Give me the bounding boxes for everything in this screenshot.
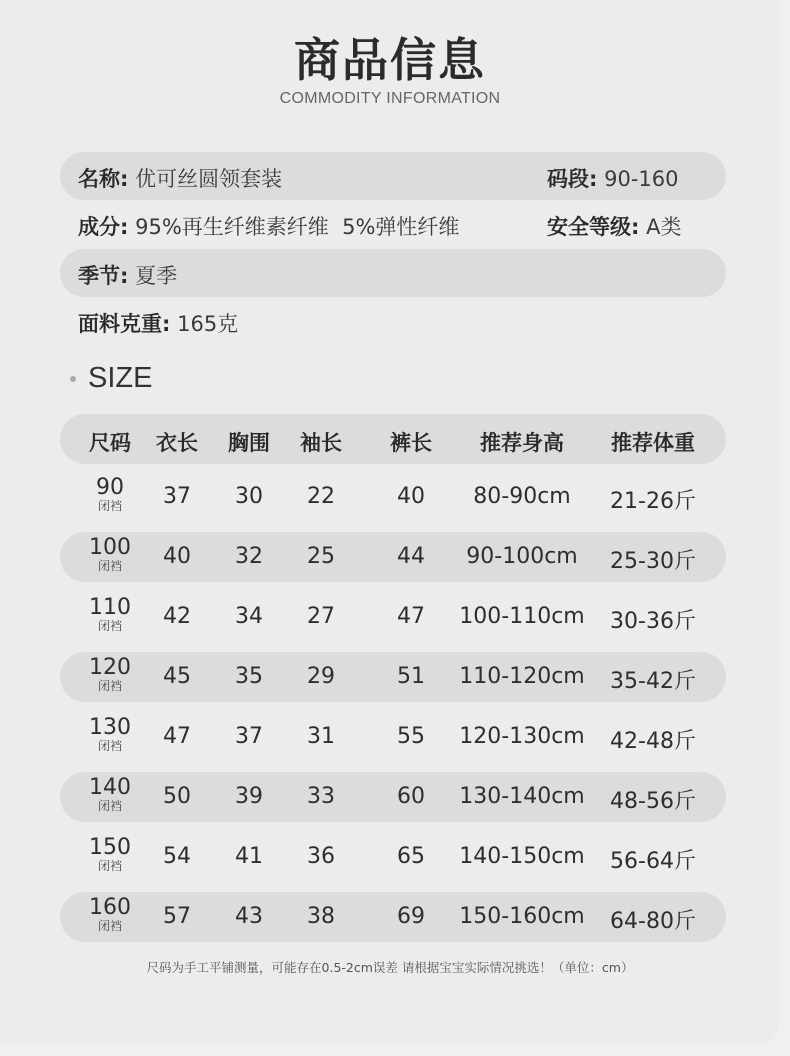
cell-pants-length: 51 [397, 664, 425, 689]
size-value: 90 [96, 475, 124, 500]
cell-length: 37 [163, 484, 191, 509]
header-sleeve: 袖长 [300, 431, 342, 455]
size-cell [89, 776, 131, 812]
cell-sleeve: 33 [307, 784, 335, 809]
cell-chest: 43 [235, 904, 263, 929]
cell-length: 54 [163, 844, 191, 869]
size-note: 闭裆 [97, 799, 122, 813]
size-cell [89, 836, 131, 872]
cell-sleeve: 38 [307, 904, 335, 929]
header-size: 尺码 [89, 431, 131, 455]
table-row [60, 532, 726, 582]
cell-weight: 48-56斤 [610, 789, 696, 814]
cell-pants-length: 55 [397, 724, 425, 749]
cell-height: 80-90cm [473, 484, 571, 509]
cell-height: 110-120cm [459, 664, 585, 689]
cell-sleeve: 25 [307, 544, 335, 569]
size-heading-text: SIZE [88, 362, 153, 394]
cell-pants-length: 69 [397, 904, 425, 929]
cell-pants-length: 40 [397, 484, 425, 509]
size-note: 闭裆 [97, 499, 122, 513]
header-height: 推荐身高 [480, 431, 564, 455]
range-label: 码段: [547, 167, 598, 191]
cell-weight: 35-42斤 [610, 669, 696, 694]
cell-sleeve: 31 [307, 724, 335, 749]
header-pants-length: 裤长 [390, 431, 432, 455]
weight-value: 165克 [177, 312, 239, 336]
size-value: 150 [89, 835, 131, 860]
safety-label: 安全等级: [547, 215, 640, 239]
size-value: 110 [89, 595, 131, 620]
size-value: 130 [89, 715, 131, 740]
cell-chest: 37 [235, 724, 263, 749]
info-row-composition [60, 200, 726, 248]
name-value: 优可丝圆领套装 [135, 167, 283, 191]
size-note: 闭裆 [97, 859, 122, 873]
cell-pants-length: 60 [397, 784, 425, 809]
size-note: 闭裆 [97, 739, 122, 753]
cell-chest: 34 [235, 604, 263, 629]
cell-chest: 39 [235, 784, 263, 809]
info-row-season [60, 249, 726, 297]
size-heading [70, 362, 152, 395]
cell-weight: 56-64斤 [610, 849, 696, 874]
cell-length: 57 [163, 904, 191, 929]
table-row [60, 832, 726, 882]
size-cell [96, 476, 124, 512]
cell-pants-length: 44 [397, 544, 425, 569]
header-length: 衣长 [156, 431, 198, 455]
cell-height: 130-140cm [459, 784, 585, 809]
cell-weight: 64-80斤 [610, 909, 696, 934]
cell-chest: 35 [235, 664, 263, 689]
cell-weight: 25-30斤 [610, 549, 696, 574]
table-row [60, 892, 726, 942]
cell-weight: 21-26斤 [610, 489, 696, 514]
cell-chest: 30 [235, 484, 263, 509]
cell-length: 50 [163, 784, 191, 809]
measurement-footnote: 尺码为手工平铺测量，可能存在0.5-2cm误差 请根据宝宝实际情况挑选！（单位：cm） [146, 960, 634, 975]
cell-length: 45 [163, 664, 191, 689]
cell-sleeve: 36 [307, 844, 335, 869]
cell-length: 42 [163, 604, 191, 629]
cell-pants-length: 47 [397, 604, 425, 629]
info-row-weight [60, 297, 726, 345]
cell-chest: 32 [235, 544, 263, 569]
header-chest: 胸围 [228, 431, 270, 455]
page-subtitle: COMMODITY INFORMATION [279, 90, 501, 107]
cell-weight: 42-48斤 [610, 729, 696, 754]
size-value: 140 [89, 775, 131, 800]
info-row-name [60, 152, 726, 200]
table-row [60, 472, 726, 522]
weight-label: 面料克重: [78, 312, 171, 336]
size-cell [89, 896, 131, 932]
table-row [60, 712, 726, 762]
cell-length: 47 [163, 724, 191, 749]
size-value: 120 [89, 655, 131, 680]
cell-height: 100-110cm [459, 604, 585, 629]
cell-sleeve: 22 [307, 484, 335, 509]
table-row [60, 772, 726, 822]
size-cell [89, 536, 131, 572]
cell-chest: 41 [235, 844, 263, 869]
cell-height: 140-150cm [459, 844, 585, 869]
size-value: 100 [89, 535, 131, 560]
size-note: 闭裆 [97, 559, 122, 573]
composition-label: 成分: [78, 215, 129, 239]
cell-sleeve: 29 [307, 664, 335, 689]
table-row [60, 592, 726, 642]
size-table-header [60, 414, 726, 464]
size-cell [89, 716, 131, 752]
cell-height: 150-160cm [459, 904, 585, 929]
size-value: 160 [89, 895, 131, 920]
season-value: 夏季 [135, 264, 178, 288]
safety-value: A类 [646, 215, 682, 239]
bullet-dot-icon [70, 376, 76, 382]
header-weight: 推荐体重 [611, 431, 695, 455]
composition-value: 95%再生纤维素纤维 5%弹性纤维 [135, 215, 460, 239]
cell-height: 90-100cm [466, 544, 578, 569]
season-label: 季节: [78, 264, 129, 288]
size-cell [89, 656, 131, 692]
cell-weight: 30-36斤 [610, 609, 696, 634]
name-label: 名称: [78, 167, 129, 191]
size-cell [89, 596, 131, 632]
size-note: 闭裆 [97, 919, 122, 933]
size-note: 闭裆 [97, 679, 122, 693]
cell-height: 120-130cm [459, 724, 585, 749]
range-value: 90-160 [604, 167, 679, 191]
cell-pants-length: 65 [397, 844, 425, 869]
page-title: 商品信息 [294, 33, 486, 87]
cell-length: 40 [163, 544, 191, 569]
size-note: 闭裆 [97, 619, 122, 633]
table-row [60, 652, 726, 702]
cell-sleeve: 27 [307, 604, 335, 629]
